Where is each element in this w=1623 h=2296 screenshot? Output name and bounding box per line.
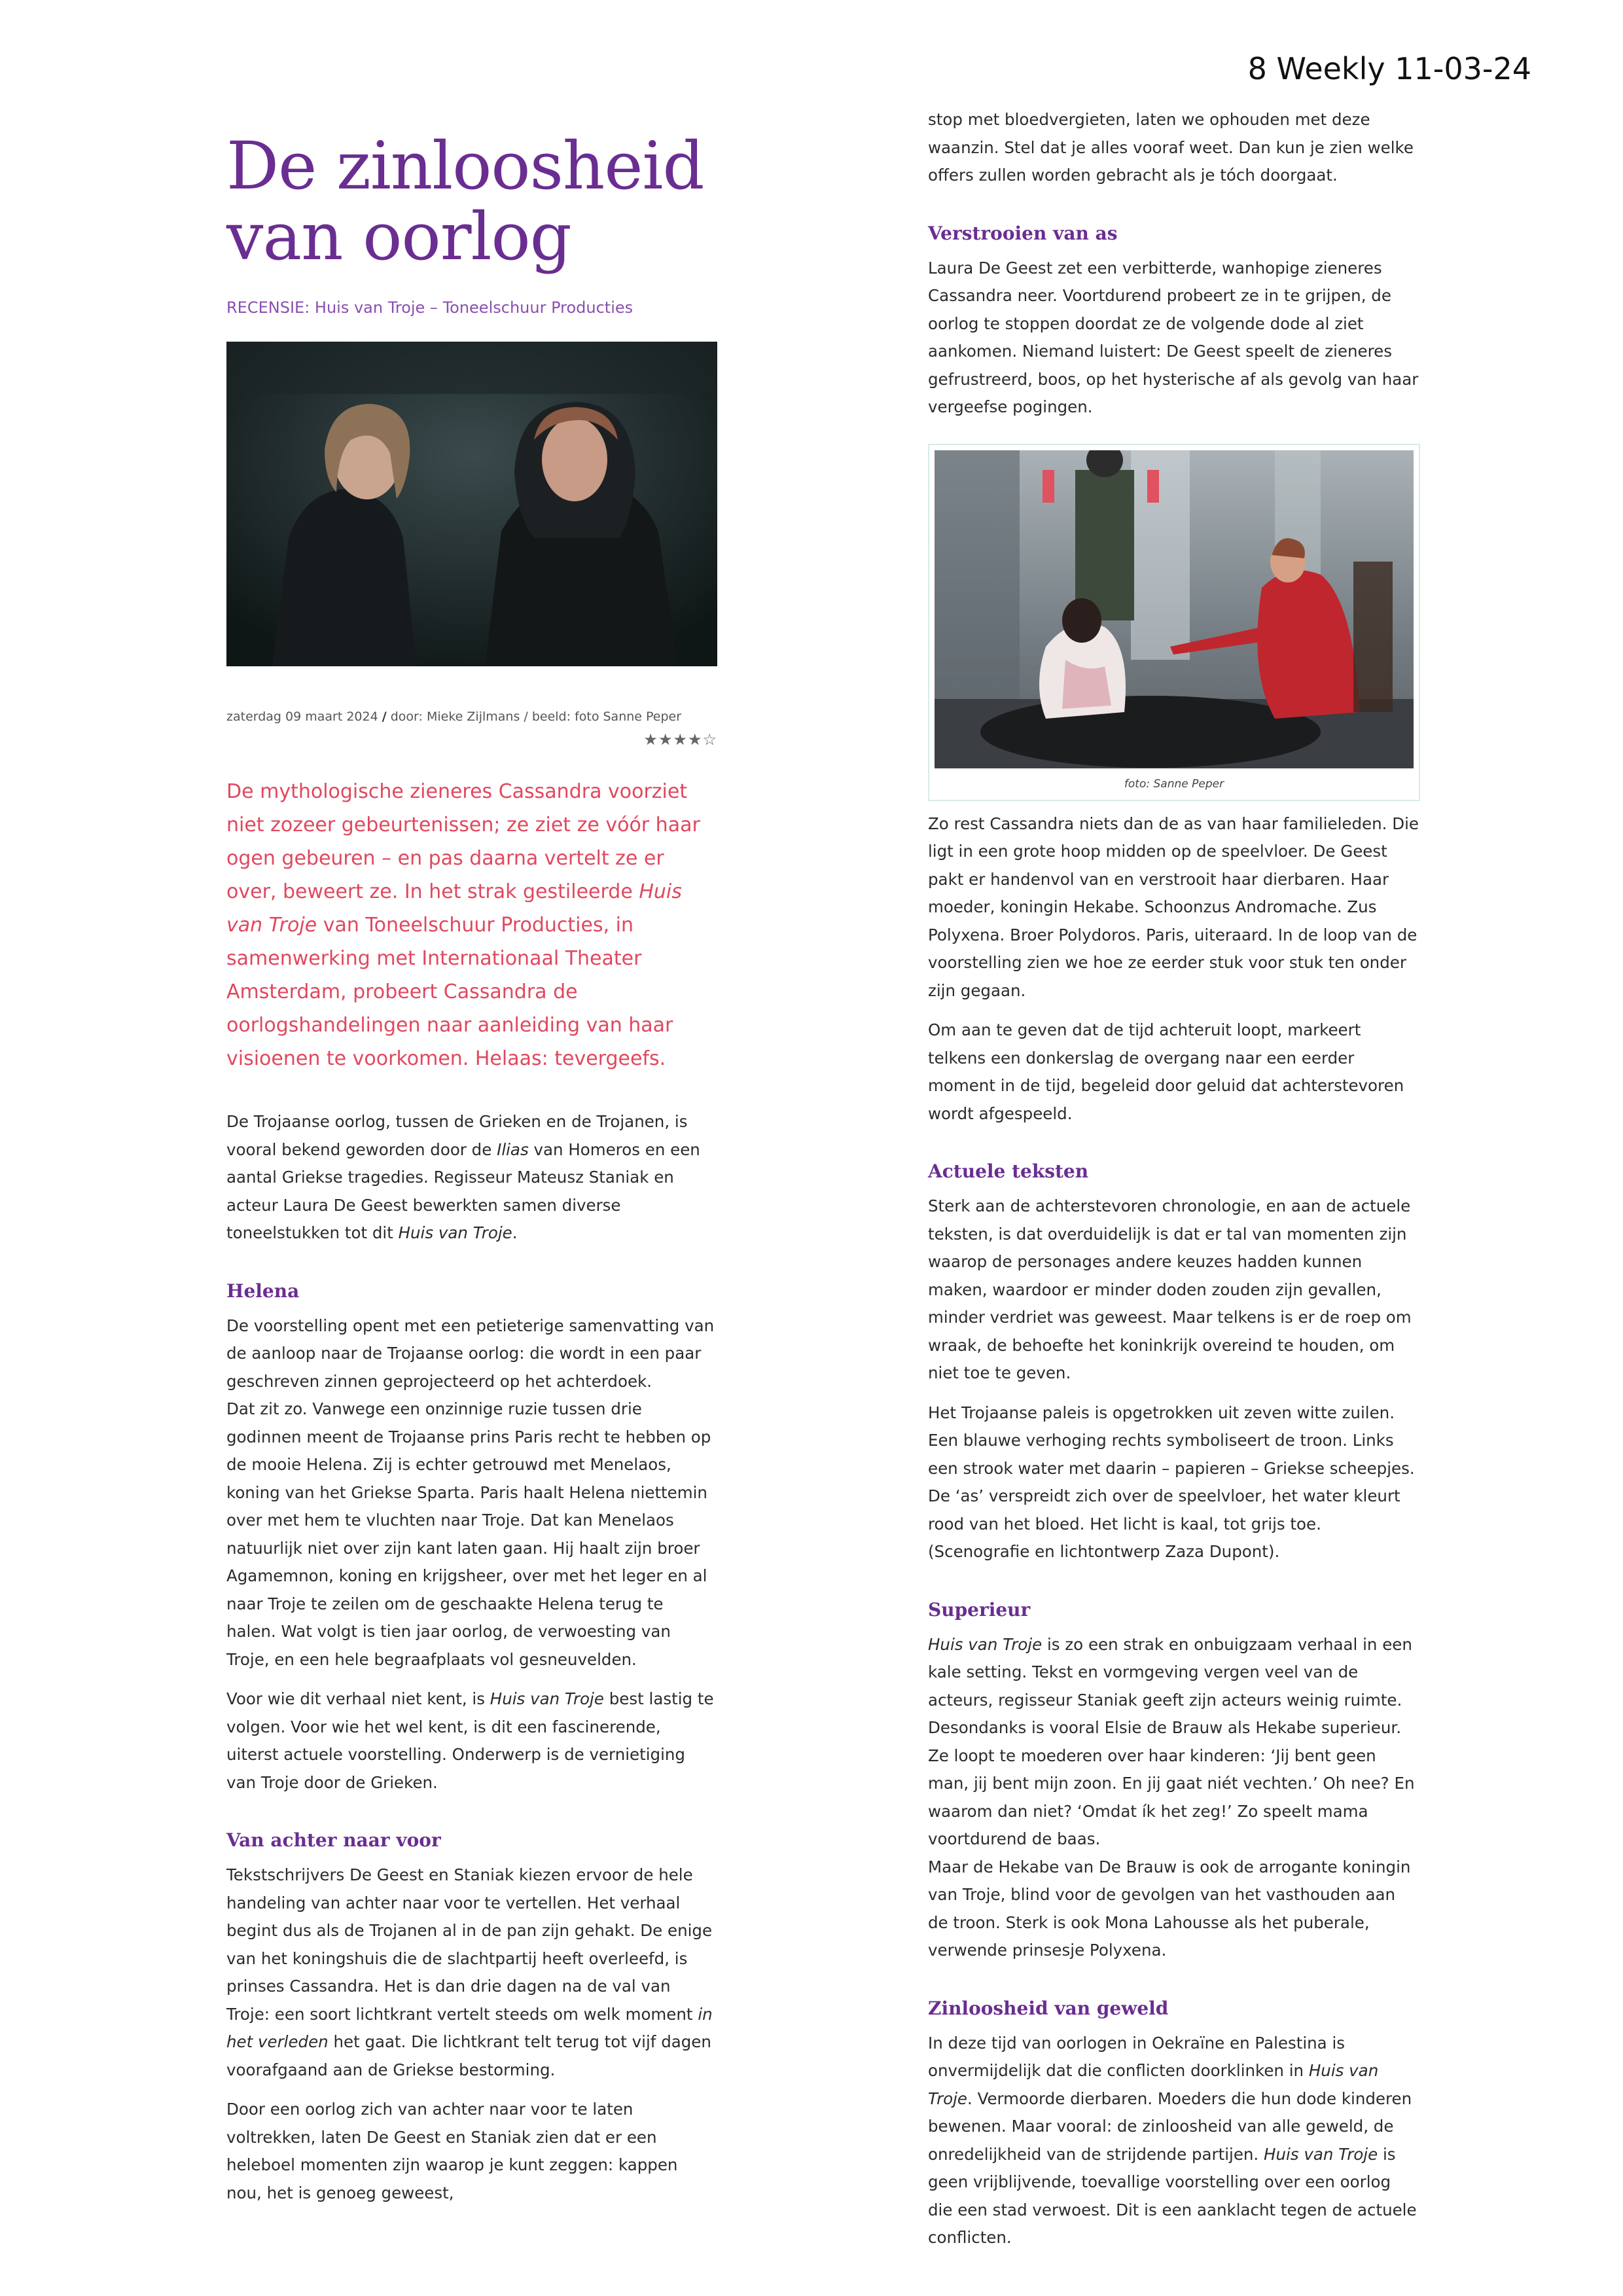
article-subtitle: RECENSIE: Huis van Troje – Toneelschuur Producties [226,298,633,317]
heading-actuele-teksten: Actuele teksten [928,1160,1089,1182]
heading-helena: Helena [226,1280,300,1302]
intro-paragraph: De Trojaanse oorlog, tussen de Grieken en de Trojanen, is vooral bekend geworden door de Ilias van Homeros en een aantal Griekse tragedies. Regisseur Mateusz Staniak en acteur Laura De Geest bewerkten samen diverse toneelstukken tot dit Huis van Troje. [226,1112,700,1242]
helena-paragraph-2: Voor wie dit verhaal niet kent, is Huis van Troje best lastig te volgen. Voor wie het wel kent, is dit een fascinerende, uiterst actuele voorstelling. Onderwerp is de vernietiging van Troje door de Grieken. [226,1689,714,1792]
stage-photo-caption: foto: Sanne Peper [1124,777,1224,791]
stage-photo [935,450,1414,768]
stage-photo-figure [928,444,1420,801]
as-paragraph-3: Om aan te geven dat de tijd achteruit loopt, markeert telkens een donkerslag de overgang naar een eerder moment in de tijd, begeleid door geluid dat achterstevoren wordt afgespeeld. [928,1020,1404,1123]
as-paragraph-1: Laura De Geest zet een verbitterde, wanhopige zieneres Cassandra neer. Voortdurend probeert ze in te grijpen, de oorlog te stoppen doordat ze de volgende dode al ziet aankomen. Niemand luistert: De Geest speelt de zieneres gefrustreerd, boos, op het hysterische af als gevolg van haar vergeefse pogingen. [928,258,1419,416]
geweld-paragraph: In deze tijd van oorlogen in Oekraïne en Palestina is onvermijdelijk dat die conflicten doorklinken in Huis van Troje. Vermoorde dierbaren. Moeders die hun dode kinderen bewenen. Maar vooral: de zinloosheid van alle geweld, de onredelijkheid van de strijdende partijen. Huis van Troje is geen vrijblijvende, toevallige voorstelling over een oorlog die een stad verwoest. Dit is een aanklacht tegen de actuele conflicten. [928,2033,1417,2247]
page-label: 8 Weekly 11-03-24 [1247,51,1531,86]
lead-title-italic: Huis van Troje [226,880,682,937]
article-meta [226,709,717,724]
as-paragraph-2: Zo rest Cassandra niets dan de as van haar familieleden. Die ligt in een grote hoop midden op de speelvloer. De Geest pakt er handenvol van en verstrooit haar dierbaren. Haar moeder, koningin Hekabe. Schoonzus Andromache. Zus Polyxena. Broer Polydoros. Paris, uiteraard. In de loop van de voorstelling zien we hoe ze eerder stuk voor stuk ten onder zijn gegaan. [928,814,1419,1000]
achter-paragraph-1: Tekstschrijvers De Geest en Staniak kiezen ervoor de hele handeling van achter naar voor te vertellen. Het verhaal begint dus als de Trojanen al in de pan zijn gehakt. De enige van het koningshuis die de slachtpartij heeft overleefd, is prinses Cassandra. Het is dan drie dagen na de val van Troje: een soort lichtkrant vertelt steeds om welk moment in het verleden het gaat. Die lichtkrant telt terug tot vijf dagen voorafgaand aan de Griekse bestorming. [226,1865,713,2079]
article-title [226,128,717,275]
lead-photo [226,342,717,666]
heading-zinloosheid-van-geweld: Zinloosheid van geweld [928,1997,1169,2019]
meta-author: door: Mieke Zijlmans [390,709,520,724]
left-column [226,128,717,2207]
title-line-1: De zinloosheid [226,128,704,204]
meta-photo-credit: beeld: foto Sanne Peper [531,709,682,724]
actueel-paragraph-1: Sterk aan de achterstevoren chronologie, en aan de actuele teksten, is dat overduidelijk is dat er tal van momenten zijn waarop de personages andere keuzes hadden kunnen maken, waardoor er minder doden zouden zijn gevallen, minder verdriet was geweest. Maar telkens is er de roep om wraak, de behoefte het koninkrijk overeind te houden, om niet toe te geven. [928,1196,1412,1382]
meta-separator-2: / [524,709,528,724]
right-column [928,106,1420,2252]
heading-superieur: Superieur [928,1598,1031,1621]
title-line-2: van oorlog [226,198,571,275]
heading-verstrooien-van-as: Verstrooien van as [928,222,1118,244]
star-rating: ★★★★☆ [643,730,717,749]
lead-paragraph: De mythologische zieneres Cassandra voorziet niet zozeer gebeurtenissen; ze ziet ze vóór haar ogen gebeuren – en pas daarna vertelt ze er over, beweert ze. In het strak gestileerde Huis van Troje van Toneelschuur Producties, in samenwerking met Internationaal Theater Amsterdam, probeert Cassandra de oorlogshandelingen naar aanleiding van haar visioenen te voorkomen. Helaas: tevergeefs. [226,780,700,1070]
meta-separator: / [382,709,387,724]
meta-date: zaterdag 09 maart 2024 [226,709,378,724]
heading-van-achter-naar-voor: Van achter naar voor [226,1829,441,1851]
actueel-paragraph-2: Het Trojaanse paleis is opgetrokken uit zeven witte zuilen. Een blauwe verhoging rechts symboliseert de troon. Links een strook water met daarin – papieren – Griekse scheepjes. De ‘as’ verspreidt zich over de speelvloer, het water kleurt rood van het bloed. Het licht is kaal, tot grijs toe. (Scenografie en lichtontwerp Zaza Dupont). [928,1403,1415,1561]
superieur-paragraph: Huis van Troje is zo een strak en onbuigzaam verhaal in een kale setting. Tekst en vormgeving vergen veel van de acteurs, regisseur Staniak geeft zijn acteurs weinig ruimte. Desondanks is vooral Elsie de Brauw als Hekabe superieur. Ze loopt te moederen over haar kinderen: ‘Jij bent geen man, jij bent mijn zoon. En jij gaat niét vechten.’ Oh nee? En waarom dan niet? ‘Omdat ík het zeg!’ Zo speelt mama voortdurend de baas. Maar de Hekabe van De Brauw is ook de arrogante koningin van Troje, blind voor de gevolgen van het vasthouden aan de troon. Sterk is ook Mona Lahousse als het puberale, verwende prinsesje Polyxena. [928,1634,1415,1960]
achter-paragraph-2-continued: stop met bloedvergieten, laten we ophouden met deze waanzin. Stel dat je alles vooraf weet. Dan kun je zien welke offers zullen worden gebracht als je tóch doorgaat. [928,110,1414,185]
achter-paragraph-2: Door een oorlog zich van achter naar voor te laten voltrekken, laten De Geest en Staniak zien dat er een heleboel momenten zijn waarop je kunt zeggen: kappen nou, het is genoeg geweest, [226,2100,678,2202]
helena-paragraph-1: De voorstelling opent met een petieterige samenvatting van de aanloop naar de Trojaanse oorlog: die wordt in een paar geschreven zinnen geprojecteerd op het achterdoek. Dat zit zo. Vanwege een onzinnige ruzie tussen drie godinnen meent de Trojaanse prins Paris recht te hebben op de mooie Helena. Zij is echter getrouwd met Menelaos, koning van het Griekse Sparta. Paris haalt Helena niettemin over met hem te vluchten naar Troje. Dat kan Menelaos natuurlijk niet over zijn kant laten gaan. Hij haalt zijn broer Agamemnon, koning en krijgsheer, over met het leger en al naar Troje te zeilen om de geschaakte Helena terug te halen. Wat volgt is tien jaar oorlog, de verwoesting van Troje, en een hele begraafplaats vol gesneuvelden. [226,1316,715,1669]
